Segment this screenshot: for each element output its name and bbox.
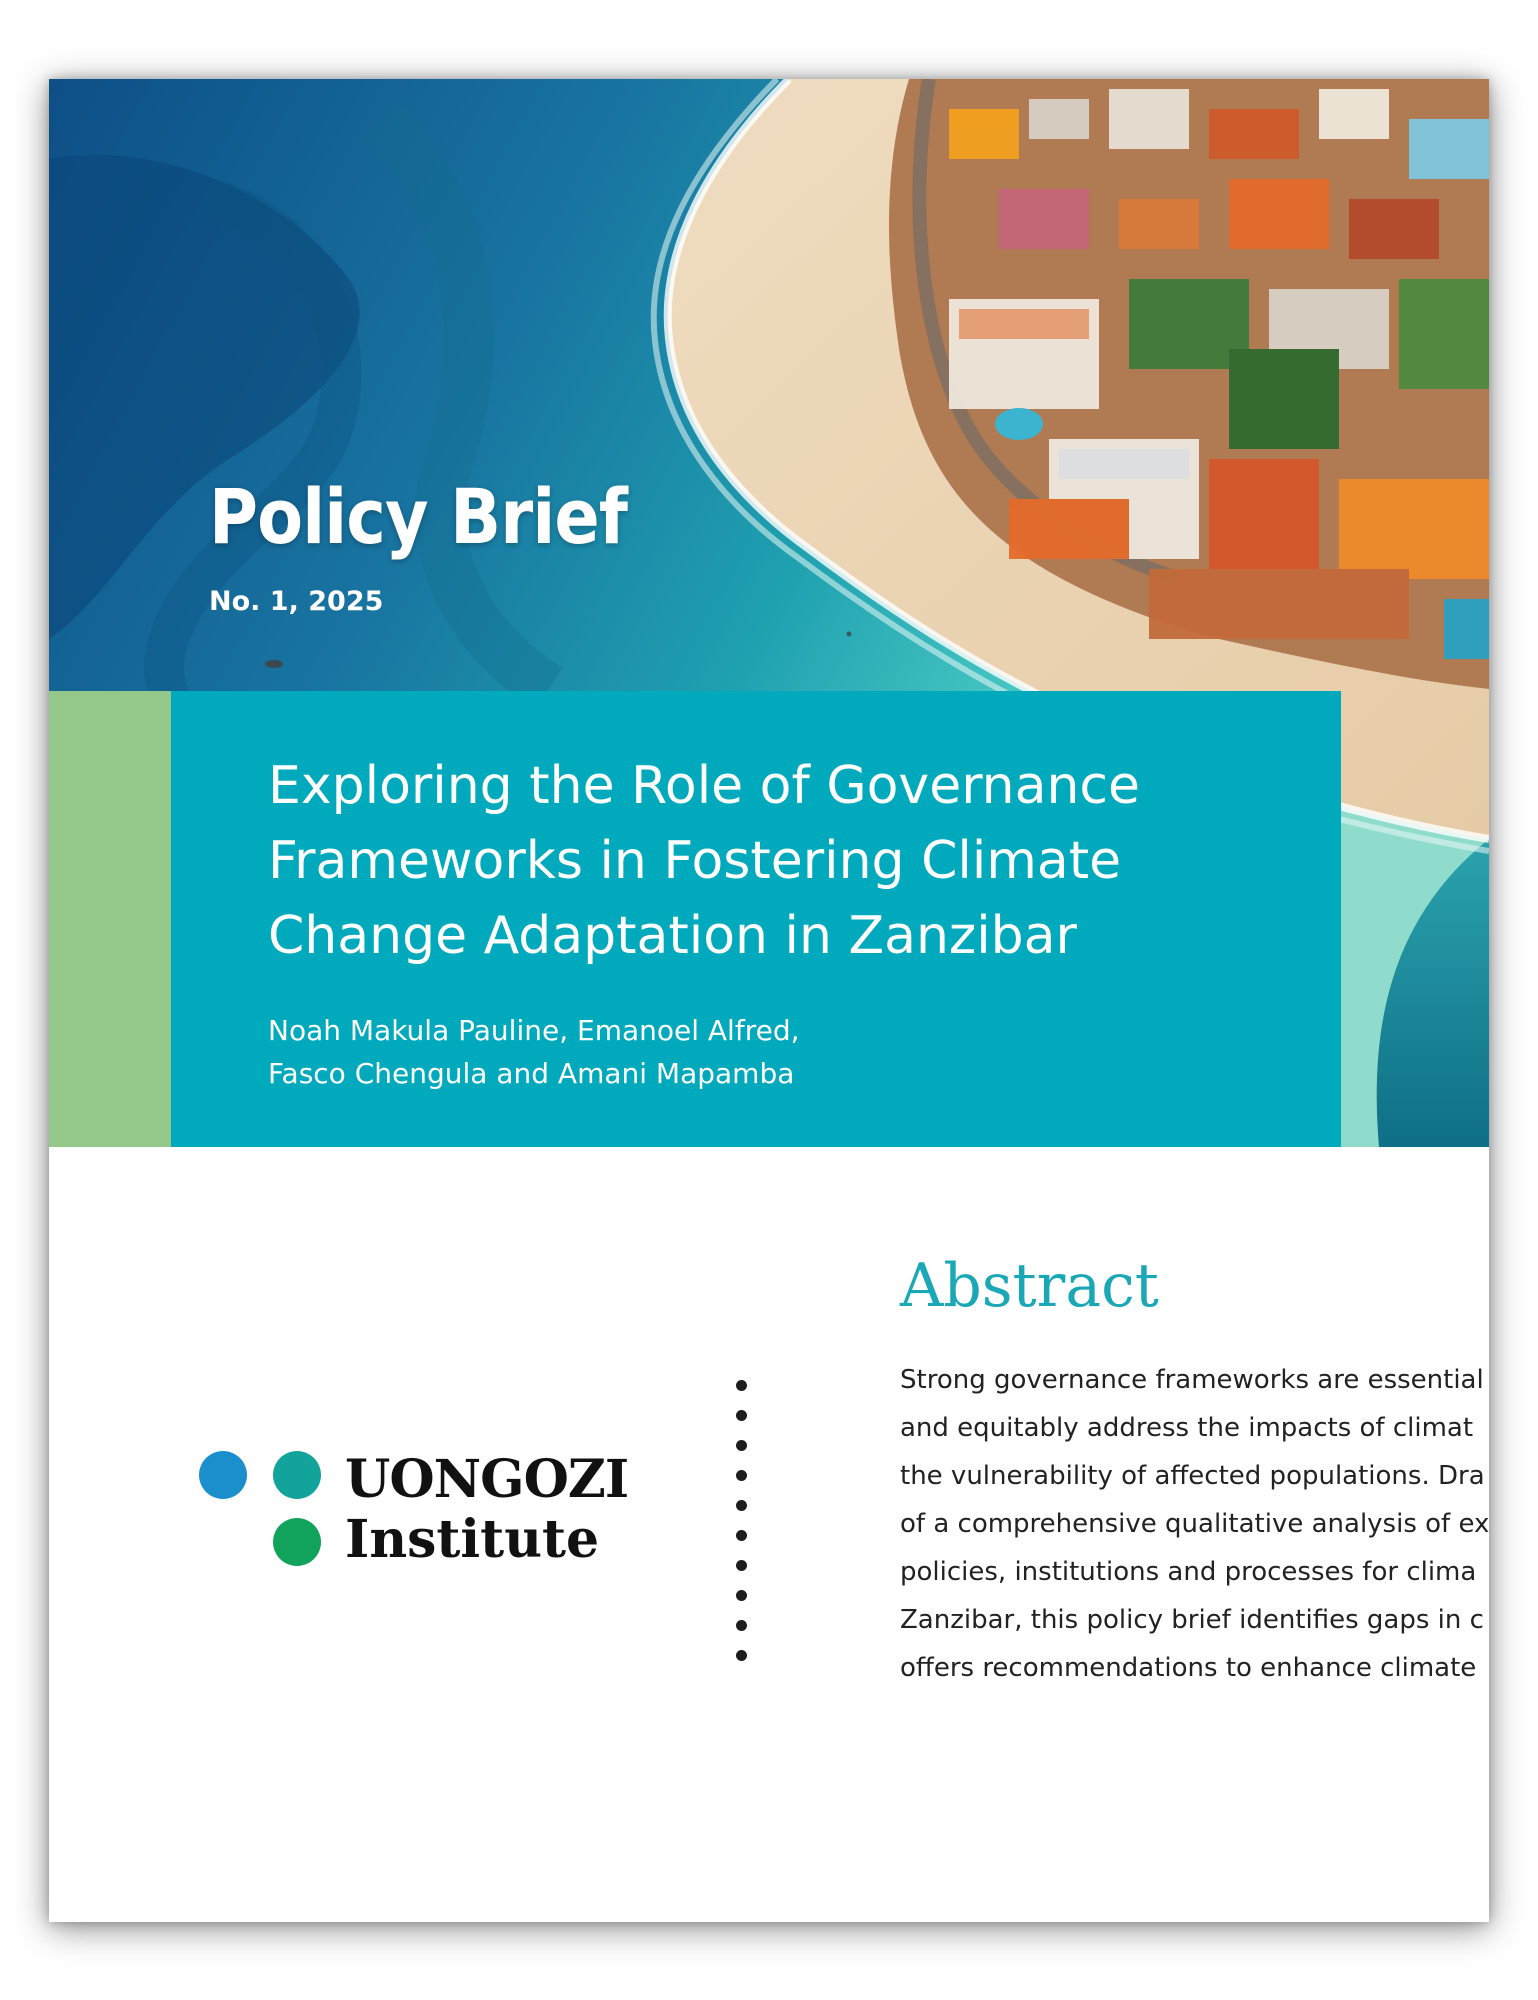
policy-brief-cover [49, 79, 1489, 1922]
abstract-line: of a comprehensive qualitative analysis of ex [900, 1509, 1489, 1539]
title-line: Frameworks in Fostering Climate [268, 831, 1122, 891]
abstract-text [900, 1356, 1489, 1692]
author-line: Fasco Chengula and Amani Mapamba [268, 1057, 795, 1090]
accent-strip [49, 691, 171, 1147]
logo-wordmark-line1: UONGOZI [345, 1449, 629, 1510]
abstract-line: and equitably address the impacts of climat [900, 1413, 1474, 1443]
divider-dot-icon [736, 1590, 747, 1601]
abstract-line: the vulnerability of affected populations. Dra [900, 1461, 1485, 1491]
divider-dot-icon [736, 1620, 747, 1631]
divider-dot-icon [736, 1470, 747, 1481]
logo-dot-green-icon [273, 1518, 321, 1566]
author-line: Noah Makula Pauline, Emanoel Alfred, [268, 1014, 800, 1047]
title-line: Change Adaptation in Zanzibar [268, 906, 1077, 966]
divider-dot-icon [736, 1650, 747, 1661]
document-title [268, 749, 1308, 974]
authors [268, 1009, 1168, 1095]
abstract-line: Zanzibar, this policy brief identifies gaps in c [900, 1605, 1484, 1635]
divider-dot-icon [736, 1530, 747, 1541]
divider-dot-icon [736, 1500, 747, 1511]
issue-number: No. 1, 2025 [209, 586, 384, 617]
divider-dot-icon [736, 1440, 747, 1451]
abstract-line: Strong governance frameworks are essential [900, 1365, 1484, 1395]
series-title: Policy Brief [209, 472, 628, 561]
divider-dot-icon [736, 1410, 747, 1421]
logo-wordmark-line2: Institute [345, 1509, 600, 1570]
title-panel [171, 691, 1341, 1147]
logo-dot-teal-icon [273, 1451, 321, 1499]
divider-dot-icon [736, 1560, 747, 1571]
abstract-heading: Abstract [900, 1251, 1159, 1321]
divider-dot-icon [736, 1380, 747, 1391]
abstract-line: policies, institutions and processes for clima [900, 1557, 1477, 1587]
logo-dot-blue-icon [199, 1451, 247, 1499]
uongozi-logo [199, 1446, 649, 1596]
title-line: Exploring the Role of Governance [268, 756, 1141, 816]
dotted-divider [736, 1380, 750, 1670]
abstract-line: offers recommendations to enhance climate [900, 1653, 1477, 1683]
